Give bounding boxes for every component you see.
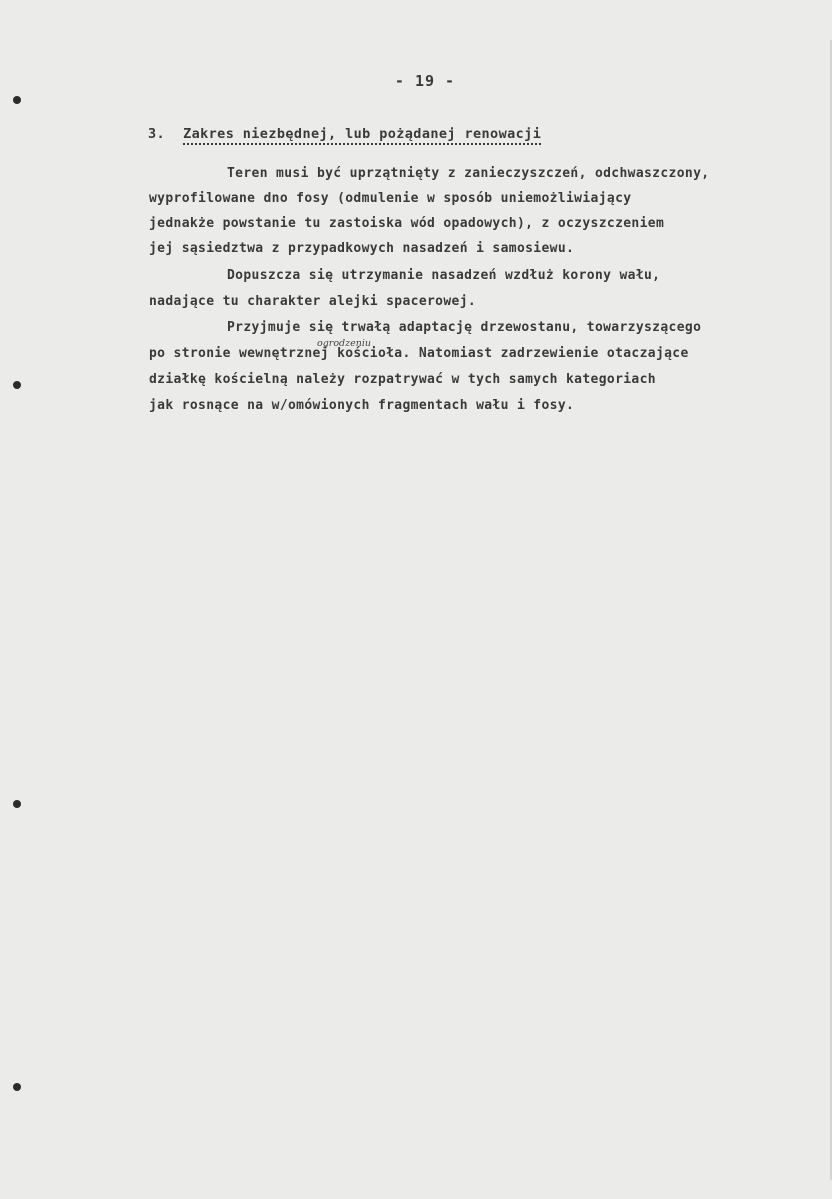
body-line: Dopuszcza się utrzymanie nasadzeń wzdłuż korony wału, bbox=[227, 268, 661, 283]
body-line: jej sąsiedztwa z przypadkowych nasadzeń i samosiewu. bbox=[149, 241, 575, 256]
punch-hole bbox=[13, 381, 21, 389]
body-line: po stronie wewnętrznej kościoła. Natomiast zadrzewienie otaczające bbox=[149, 346, 689, 361]
section-heading bbox=[148, 126, 541, 142]
handwritten-insertion: ogrodzeniu bbox=[317, 338, 372, 349]
body-line: Przyjmuje się trwałą adaptację drzewostanu, towarzyszącego bbox=[227, 320, 702, 335]
page-number: - 19 - bbox=[394, 72, 456, 90]
body-line: jak rosnące na w/omówionych fragmentach wału i fosy. bbox=[149, 398, 575, 413]
section-number: 3. bbox=[148, 126, 166, 142]
punch-hole bbox=[13, 800, 21, 808]
section-title: Zakres niezbędnej, lub pożądanej renowacji bbox=[183, 126, 541, 145]
body-line: działkę kościelną należy rozpatrywać w tych samych kategoriach bbox=[149, 372, 656, 387]
punch-hole bbox=[13, 1083, 21, 1091]
body-line: nadające tu charakter alejki spacerowej. bbox=[149, 294, 477, 309]
body-line: wyprofilowane dno fosy (odmulenie w sposób uniemożliwiający bbox=[149, 191, 632, 206]
punch-hole bbox=[13, 96, 21, 104]
body-line: jednakże powstanie tu zastoiska wód opadowych), z oczyszczeniem bbox=[149, 216, 665, 231]
body-line: Teren musi być uprzątnięty z zanieczyszczeń, odchwaszczony, bbox=[227, 166, 710, 181]
